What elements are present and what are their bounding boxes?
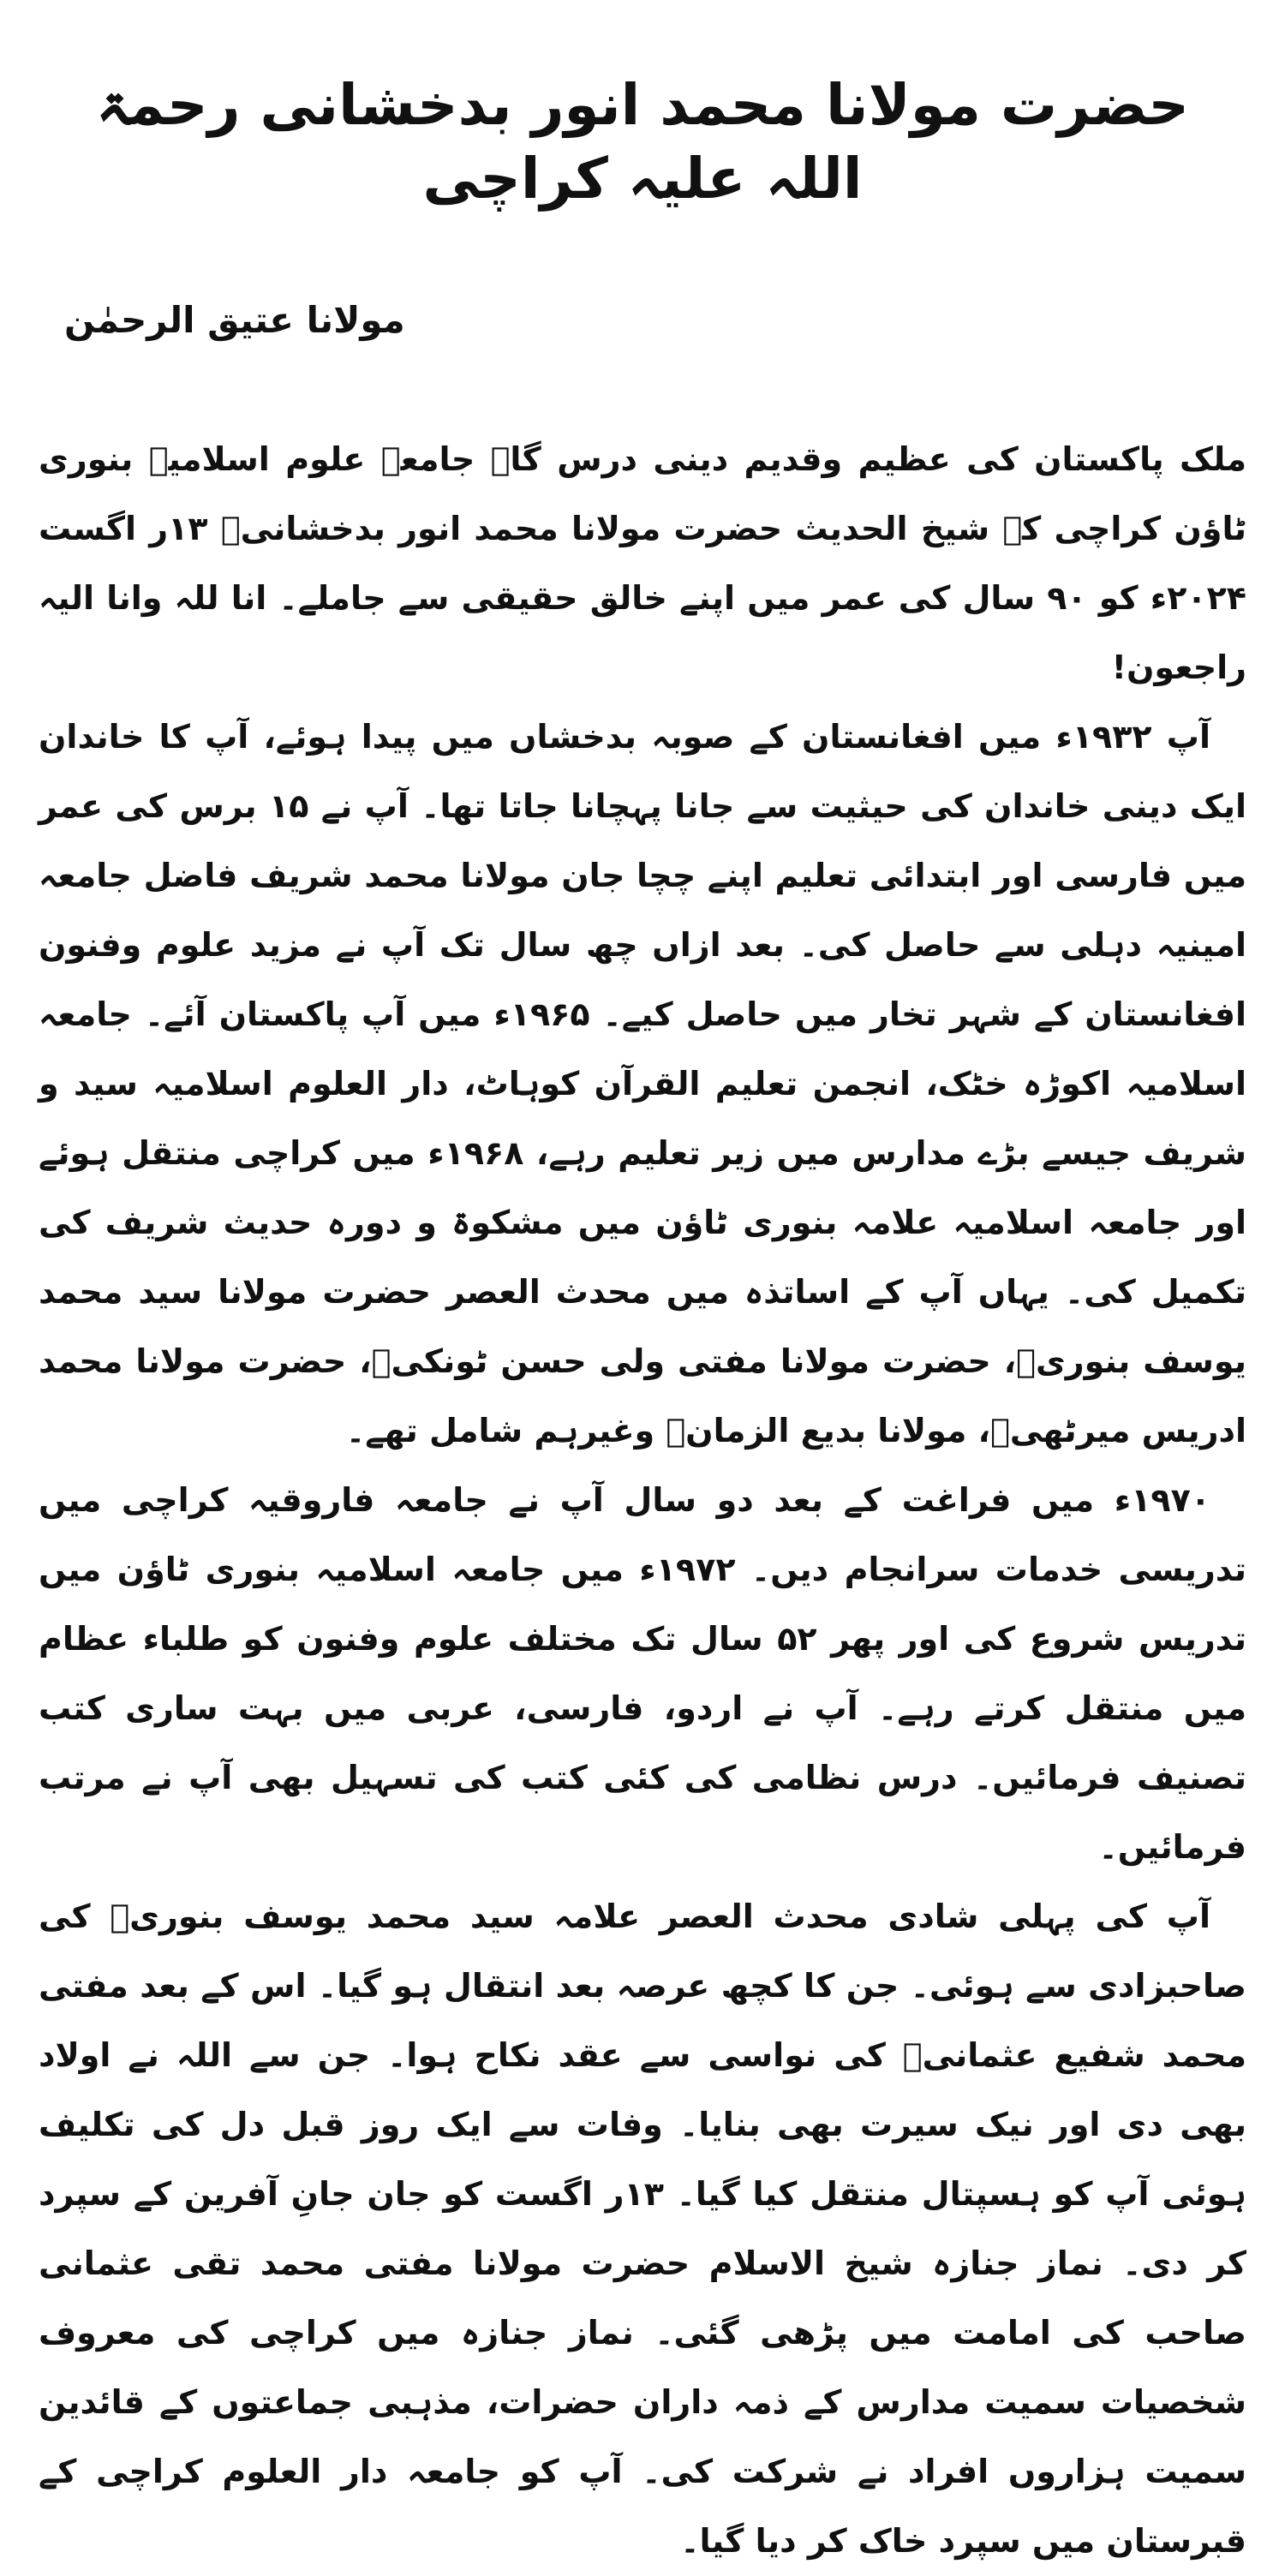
paragraph-1: ملک پاکستان کی عظیم وقدیم دینی درس گاہ جامعہ علوم اسلامیہ بنوری ٹاؤن کراچی کے شیخ الحدیث حضرت مولانا محمد انور بدخشانیؒ ۱۳ر اگست ۲۰۲۴ء کو ۹۰ سال کی عمر میں اپنے خالق حقیقی سے جاملے۔ انا للہ وانا الیہ راجعون! [39, 440, 1246, 687]
article-body [39, 425, 1246, 2576]
author-name: مولانا عتیق الرحمٰن [64, 298, 405, 341]
paragraph-3: ۱۹۷۰ء میں فراغت کے بعد دو سال آپ نے جامعہ فاروقیہ کراچی میں تدریسی خدمات سرانجام دیں۔ ۱۹۷۲ء میں جامعہ اسلامیہ بنوری ٹاؤن میں تدریس شروع کی اور پھر ۵۲ سال تک مختلف علوم وفنون کو طلباء عظام میں منتقل کرتے رہے۔ آپ نے اردو، فارسی، عربی میں بہت ساری کتب تصنیف فرمائیں۔ درس نظامی کی کئی کتب کی تسہیل بھی آپ نے مرتب فرمائیں۔ [39, 1481, 1246, 1867]
article-title: حضرت مولانا محمد انور بدخشانی رحمۃ اللہ علیہ کراچی [96, 72, 1189, 212]
paragraph-2: آپ ۱۹۳۲ء میں افغانستان کے صوبہ بدخشاں میں پیدا ہوئے، آپ کا خاندان ایک دینی خاندان کی حیثیت سے جانا پہچانا جاتا تھا۔ آپ نے ۱۵ برس کی عمر میں فارسی اور ابتدائی تعلیم اپنے چچا جان مولانا محمد شریف فاضل جامعہ امینیہ دہلی سے حاصل کی۔ بعد ازاں چھ سال تک آپ نے مزید علوم وفنون افغانستان کے شہر تخار میں حاصل کیے۔ ۱۹۶۵ء میں آپ پاکستان آئے۔ جامعہ اسلامیہ اکوڑہ خٹک، انجمن تعلیم القرآن کوہاٹ، دار العلوم اسلامیہ سید و شریف جیسے بڑے مدارس میں زیر تعلیم رہے، ۱۹۶۸ء میں کراچی منتقل ہوئے اور جامعہ اسلامیہ علامہ بنوری ٹاؤن میں مشکوۃ و دورہ حدیث شریف کی تکمیل کی۔ یہاں آپ کے اساتذہ میں محدث العصر حضرت مولانا سید محمد یوسف بنوریؒ، حضرت مولانا مفتی ولی حسن ٹونکیؒ، حضرت مولانا محمد ادریس میرٹھیؒ، مولانا بدیع الزمانؒ وغیرہم شامل تھے۔ [39, 718, 1246, 1450]
paragraph-4: آپ کی پہلی شادی محدث العصر علامہ سید محمد یوسف بنوریؒ کی صاحبزادی سے ہوئی۔ جن کا کچھ عرصہ بعد انتقال ہو گیا۔ اس کے بعد مفتی محمد شفیع عثمانیؒ کی نواسی سے عقد نکاح ہوا۔ جن سے اللہ نے اولاد بھی دی اور نیک سیرت بھی بنایا۔ وفات سے ایک روز قبل دل کی تکلیف ہوئی آپ کو ہسپتال منتقل کیا گیا۔ ۱۳ر اگست کو جان جانِ آفرین کے سپرد کر دی۔ نماز جنازہ شیخ الاسلام حضرت مولانا مفتی محمد تقی عثمانی صاحب کی امامت میں پڑھی گئی۔ نماز جنازہ میں کراچی کی معروف شخصیات سمیت مدارس کے ذمہ داران حضرات، مذہبی جماعتوں کے قائدین سمیت ہزاروں افراد نے شرکت کی۔ آپ کو جامعہ دار العلوم کراچی کے قبرستان میں سپرد خاک کر دیا گیا۔ [39, 1898, 1246, 2561]
